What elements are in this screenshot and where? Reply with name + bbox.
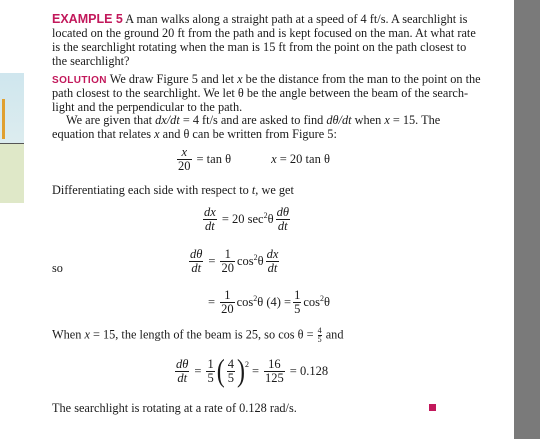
differentiating-line bbox=[52, 184, 294, 197]
exponent: 2 bbox=[263, 211, 268, 221]
theta: θ bbox=[324, 295, 331, 310]
num: x bbox=[181, 145, 188, 159]
den: 20 bbox=[221, 302, 234, 316]
text: and θ can be written from Figure 5: bbox=[159, 127, 337, 141]
den: dt bbox=[177, 371, 188, 385]
den: 20 bbox=[221, 261, 234, 275]
equals: = bbox=[251, 364, 260, 378]
fraction-dtheta-dt bbox=[189, 248, 203, 275]
cos: cos bbox=[236, 254, 254, 269]
text: = 4 ft/s and are asked to find bbox=[179, 113, 327, 127]
example-line-3: is the searchlight rotating when the man is 15 ft from the point on the path closest to bbox=[52, 40, 467, 54]
den: dt bbox=[191, 261, 202, 275]
num: 1 bbox=[294, 288, 301, 302]
solution-label: SOLUTION bbox=[52, 75, 107, 86]
fraction-dtheta-dt bbox=[276, 206, 290, 233]
exponent: 2 bbox=[244, 360, 249, 369]
exponent: 2 bbox=[253, 253, 258, 263]
example-line-4: the searchlight? bbox=[52, 54, 130, 68]
equals: = bbox=[208, 254, 216, 268]
example-line-1 bbox=[52, 13, 467, 26]
end-of-example-marker bbox=[429, 404, 436, 411]
equation-1 bbox=[175, 146, 330, 173]
num: 1 bbox=[207, 357, 214, 371]
den: dt bbox=[277, 219, 288, 233]
num: 1 bbox=[220, 289, 235, 303]
fraction-x-over-20 bbox=[177, 146, 192, 173]
text: Differentiating each side with respect to bbox=[52, 183, 252, 197]
fraction-16-125 bbox=[264, 358, 285, 385]
result: = 0.128 bbox=[289, 364, 329, 378]
text: = 15. The bbox=[389, 113, 441, 127]
var: t bbox=[251, 183, 256, 197]
eq-tan: = tan θ bbox=[196, 152, 232, 166]
cos: cos bbox=[303, 295, 321, 310]
solution-var-x: x bbox=[237, 72, 243, 86]
eq-20tan: = 20 tan θ bbox=[279, 152, 330, 166]
var: x bbox=[84, 327, 90, 342]
figure-fragment bbox=[0, 73, 24, 203]
var: x bbox=[154, 127, 160, 141]
sec-text: = 20 sec bbox=[221, 212, 264, 227]
fraction-1-5 bbox=[293, 289, 301, 316]
num: 16 bbox=[264, 358, 285, 372]
so-label: so bbox=[52, 261, 63, 275]
den: 125 bbox=[265, 371, 284, 385]
right-sidebar bbox=[514, 0, 540, 439]
solution-line-1 bbox=[52, 73, 481, 87]
four-paren: (4) = bbox=[266, 295, 292, 310]
text: when bbox=[351, 113, 385, 127]
text: We are given that bbox=[66, 113, 156, 127]
when-line bbox=[52, 327, 343, 344]
theta: θ bbox=[257, 254, 264, 269]
equation-2 bbox=[201, 206, 292, 233]
num: dθ bbox=[276, 205, 289, 219]
text: and bbox=[322, 327, 344, 342]
num: dx bbox=[204, 205, 216, 219]
theta: θ bbox=[257, 295, 264, 310]
equation-3 bbox=[187, 248, 281, 275]
text: equation that relates bbox=[52, 127, 155, 141]
num: dθ bbox=[190, 247, 203, 261]
var: dθ/dt bbox=[326, 113, 352, 127]
theta: θ bbox=[267, 212, 274, 227]
equation-4 bbox=[208, 289, 330, 316]
solution-text-1: We draw Figure 5 and let bbox=[106, 72, 238, 86]
fraction-1-20 bbox=[220, 289, 235, 316]
den: dt bbox=[205, 219, 215, 233]
exponent: 2 bbox=[253, 294, 258, 304]
fraction-1-5 bbox=[206, 358, 214, 385]
num: dx bbox=[266, 247, 279, 261]
figure-grass bbox=[0, 144, 24, 203]
den: 20 bbox=[178, 159, 191, 173]
equals: = bbox=[194, 364, 202, 378]
num: 4 bbox=[227, 357, 234, 371]
den: dt bbox=[267, 261, 278, 275]
den: 5 bbox=[317, 335, 322, 344]
example-label: EXAMPLE 5 bbox=[52, 12, 123, 26]
equation-5 bbox=[173, 354, 329, 389]
fraction-4-5 bbox=[318, 327, 322, 344]
solution-line-3: light and the perpendicular to the path. bbox=[52, 100, 243, 114]
num: dθ bbox=[176, 357, 189, 371]
fraction-4-5 bbox=[227, 358, 235, 385]
fraction-1-20 bbox=[220, 248, 235, 275]
right-paren: ) bbox=[236, 354, 245, 389]
var-x: x bbox=[271, 152, 277, 166]
example-text-1: A man walks along a straight path at a speed of 4 ft/s. A searchlight is bbox=[122, 12, 468, 26]
left-paren: ( bbox=[216, 354, 225, 389]
fraction-dx-dt bbox=[266, 248, 280, 275]
solution-line-4 bbox=[66, 114, 440, 127]
exponent: 2 bbox=[320, 294, 325, 304]
solution-text-1b: be the distance from the man to the point on the bbox=[242, 72, 481, 86]
final-line: The searchlight is rotating at a rate of 0.128 rad/s. bbox=[52, 401, 297, 415]
var: x bbox=[384, 113, 390, 127]
text: , we get bbox=[255, 183, 294, 197]
num: 1 bbox=[220, 248, 235, 262]
cos: cos bbox=[236, 295, 254, 310]
den: 5 bbox=[207, 371, 214, 385]
solution-line-5 bbox=[52, 128, 337, 141]
figure-lamp-pole bbox=[2, 99, 5, 139]
num: 4 bbox=[317, 326, 322, 335]
text: = 15, the length of the beam is 25, so cos θ = bbox=[89, 327, 317, 342]
fraction-dx-dt bbox=[203, 206, 217, 233]
solution-line-2: path closest to the searchlight. We let θ be the angle between the beam of the search- bbox=[52, 86, 469, 100]
equals: = bbox=[208, 295, 216, 309]
text: When bbox=[52, 327, 85, 342]
example-line-2: located on the ground 20 ft from the path and is kept focused on the man. At what rate bbox=[52, 26, 476, 40]
den: 5 bbox=[227, 371, 234, 385]
fraction-dtheta-dt bbox=[175, 358, 189, 385]
den: 5 bbox=[294, 302, 301, 316]
var: dx/dt bbox=[155, 113, 180, 127]
